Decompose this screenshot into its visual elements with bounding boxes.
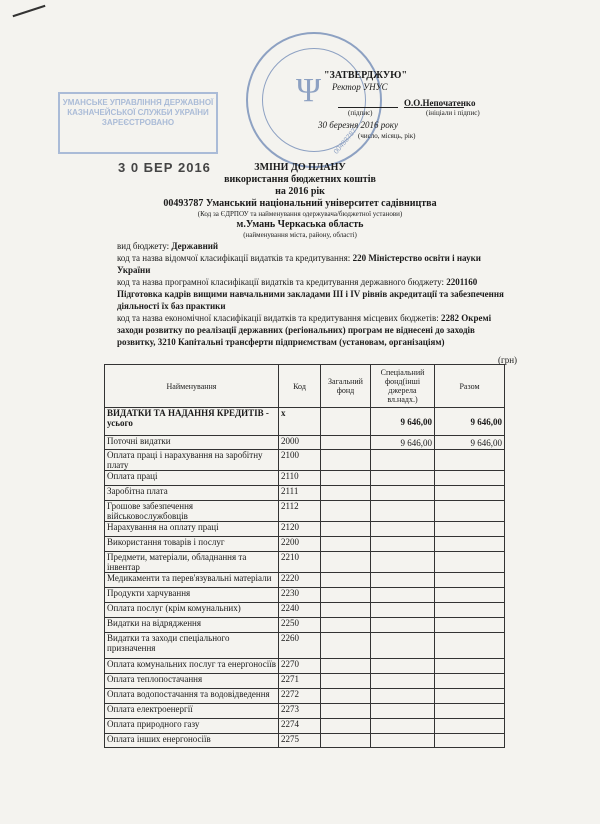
row-code: 2112 <box>279 501 321 522</box>
row-special-fund <box>371 734 435 748</box>
dept-classification: код та назва відомчої класифікації видатків та кредитування: 220 Міністерство освіти і науки <box>117 253 481 263</box>
row-total <box>435 486 505 501</box>
row-code: 2230 <box>279 588 321 603</box>
doc-title: ЗМІНИ ДО ПЛАНУ <box>254 162 346 173</box>
approval-date: 30 березня 2016 року <box>318 120 399 130</box>
doc-title-line2: використання бюджетних коштів <box>224 174 376 185</box>
row-code: 2275 <box>279 734 321 748</box>
row-special-fund <box>371 573 435 588</box>
program-classification-cont: Підготовка кадрів вищими навчальними закладами ІІІ і IV рівнів акредитації та забезпечення <box>117 289 504 299</box>
row-special-fund <box>371 552 435 573</box>
row-name: Оплата інших енергоносіїв <box>105 734 279 748</box>
row-special-fund <box>371 522 435 537</box>
budget-table <box>104 364 505 748</box>
row-special-fund <box>371 674 435 689</box>
table-row <box>105 674 505 689</box>
row-name: Заробітна плата <box>105 486 279 501</box>
row-name: Оплата послуг (крім комунальних) <box>105 603 279 618</box>
registration-date-stamp: 3 0 БЕР 2016 <box>118 160 211 175</box>
economic-classification-cont2: розвитку, 3210 Капітальні трансферти підприємствам (установам, організаціям) <box>117 337 445 347</box>
row-total <box>435 471 505 486</box>
row-special-fund <box>371 486 435 501</box>
row-general-fund <box>321 573 371 588</box>
approver-name: О.О.Непочатенко <box>404 98 476 108</box>
table-row <box>105 436 505 450</box>
row-code: 2120 <box>279 522 321 537</box>
row-total <box>435 603 505 618</box>
dept-classification-cont: України <box>117 265 151 275</box>
row-name: Нарахування на оплату праці <box>105 522 279 537</box>
row-total <box>435 659 505 674</box>
institution-caption: (Код за ЄДРПОУ та найменування одержувача/бюджетної установи) <box>197 210 403 218</box>
row-name: Оплата природного газу <box>105 719 279 734</box>
table-row <box>105 689 505 704</box>
table-row <box>105 501 505 522</box>
table-row <box>105 450 505 471</box>
table-row <box>105 618 505 633</box>
row-special-fund <box>371 471 435 486</box>
university-seal <box>246 32 382 168</box>
row-total: 9 646,00 <box>435 408 505 436</box>
row-special-fund <box>371 537 435 552</box>
row-code: 2110 <box>279 471 321 486</box>
row-general-fund <box>321 618 371 633</box>
row-code: х <box>279 408 321 436</box>
row-total <box>435 501 505 522</box>
economic-classification-cont: заходи розвитку по реалізації державних (регіональних) програм не віднесені до заходів <box>117 325 475 335</box>
row-total <box>435 552 505 573</box>
row-total <box>435 734 505 748</box>
approval-title: "ЗАТВЕРДЖУЮ" <box>324 70 407 81</box>
treasury-stamp <box>58 92 218 154</box>
row-general-fund <box>321 552 371 573</box>
signature-line <box>338 107 398 108</box>
row-code: 2210 <box>279 552 321 573</box>
row-code: 2240 <box>279 603 321 618</box>
row-general-fund <box>321 537 371 552</box>
program-classification: код та назва програмної класифікації видатків та кредитування державного бюджету: 2201160 <box>117 277 478 287</box>
table-row <box>105 537 505 552</box>
row-name: Видатки та заходи спеціального призначення <box>105 633 279 659</box>
row-total: 9 646,00 <box>435 436 505 450</box>
row-special-fund: 9 646,00 <box>371 408 435 436</box>
row-name: Поточні видатки <box>105 436 279 450</box>
col-general-fund: Загальний фонд <box>321 365 371 408</box>
row-total <box>435 704 505 719</box>
scan-mark <box>13 5 46 17</box>
table-row <box>105 633 505 659</box>
row-code: 2220 <box>279 573 321 588</box>
table-header-row <box>105 365 505 408</box>
row-code: 2260 <box>279 633 321 659</box>
row-general-fund <box>321 408 371 436</box>
program-classification-cont2: діяльності їх баз практики <box>117 301 226 311</box>
table-row <box>105 573 505 588</box>
row-special-fund <box>371 689 435 704</box>
row-special-fund <box>371 704 435 719</box>
row-special-fund <box>371 588 435 603</box>
col-total: Разом <box>435 365 505 408</box>
row-code: 2111 <box>279 486 321 501</box>
trident-icon: Ψ <box>296 72 322 109</box>
row-general-fund <box>321 436 371 450</box>
row-special-fund <box>371 501 435 522</box>
col-code: Код <box>279 365 321 408</box>
row-total <box>435 674 505 689</box>
row-name: Предмети, матеріали, обладнання та інвентар <box>105 552 279 573</box>
row-special-fund <box>371 450 435 471</box>
row-general-fund <box>321 719 371 734</box>
row-code: 2250 <box>279 618 321 633</box>
initials-caption: (ініціали і підпис) <box>426 109 480 117</box>
currency-unit: (грн) <box>498 355 518 365</box>
row-general-fund <box>321 603 371 618</box>
row-name: Оплата праці і нарахування на заробітну плату <box>105 450 279 471</box>
row-code: 2272 <box>279 689 321 704</box>
row-general-fund <box>321 522 371 537</box>
row-special-fund <box>371 603 435 618</box>
row-special-fund <box>371 659 435 674</box>
row-general-fund <box>321 674 371 689</box>
table-row <box>105 734 505 748</box>
row-name: Грошове забезпечення військовослужбовців <box>105 501 279 522</box>
row-special-fund <box>371 633 435 659</box>
table-row <box>105 522 505 537</box>
row-general-fund <box>321 486 371 501</box>
row-name: Оплата теплопостачання <box>105 674 279 689</box>
doc-year: на 2016 рік <box>275 186 325 197</box>
treasury-stamp-text: УМАНСЬКЕ УПРАВЛІННЯ ДЕРЖАВНОЇ КАЗНАЧЕЙСЬКОЇ СЛУЖБИ УКРАЇНИ ЗАРЕЄСТРОВАНО <box>62 98 214 127</box>
location-caption: (найменування міста, району, області) <box>243 231 357 239</box>
row-total <box>435 522 505 537</box>
row-name: Оплата праці <box>105 471 279 486</box>
row-general-fund <box>321 689 371 704</box>
row-code: 2200 <box>279 537 321 552</box>
row-general-fund <box>321 633 371 659</box>
row-general-fund <box>321 704 371 719</box>
table-row <box>105 408 505 436</box>
row-code: 2274 <box>279 719 321 734</box>
row-general-fund <box>321 471 371 486</box>
row-code: 2271 <box>279 674 321 689</box>
row-name: Оплата водопостачання та водовідведення <box>105 689 279 704</box>
signature-caption: (підпис) <box>348 109 373 117</box>
row-code: 2270 <box>279 659 321 674</box>
row-name: ВИДАТКИ ТА НАДАННЯ КРЕДИТІВ - усього <box>105 408 279 436</box>
date-caption: (число, місяць, рік) <box>358 132 416 140</box>
row-total <box>435 537 505 552</box>
row-name: Видатки на відрядження <box>105 618 279 633</box>
row-general-fund <box>321 501 371 522</box>
row-total <box>435 618 505 633</box>
row-name: Продукти харчування <box>105 588 279 603</box>
row-general-fund <box>321 734 371 748</box>
budget-type: вид бюджету: Державний <box>117 241 219 251</box>
col-name: Найменування <box>105 365 279 408</box>
row-name: Оплата комунальних послуг та енергоносіїв <box>105 659 279 674</box>
row-code: 2273 <box>279 704 321 719</box>
row-general-fund <box>321 450 371 471</box>
row-total <box>435 573 505 588</box>
row-special-fund <box>371 719 435 734</box>
row-total <box>435 689 505 704</box>
row-code: 2100 <box>279 450 321 471</box>
row-name: Оплата електроенергії <box>105 704 279 719</box>
table-row <box>105 659 505 674</box>
row-total <box>435 450 505 471</box>
row-code: 2000 <box>279 436 321 450</box>
table-row <box>105 486 505 501</box>
row-name: Використання товарів і послуг <box>105 537 279 552</box>
approval-role: Ректор УНУС <box>332 82 388 92</box>
location: м.Умань Черкаська область <box>236 219 364 230</box>
row-total <box>435 588 505 603</box>
row-general-fund <box>321 588 371 603</box>
institution-name: 00493787 Уманський національний університет садівництва <box>163 198 437 209</box>
row-total <box>435 633 505 659</box>
table-row <box>105 704 505 719</box>
row-name: Медикаменти та перев'язувальні матеріали <box>105 573 279 588</box>
table-row <box>105 588 505 603</box>
table-row <box>105 719 505 734</box>
row-special-fund <box>371 618 435 633</box>
table-row <box>105 552 505 573</box>
row-special-fund: 9 646,00 <box>371 436 435 450</box>
col-special-fund: Спеціальний фонд(інші джерела вл.надх.) <box>371 365 435 408</box>
seal-code: 00493787 <box>332 127 359 156</box>
table-row <box>105 471 505 486</box>
row-general-fund <box>321 659 371 674</box>
row-total <box>435 719 505 734</box>
economic-classification: код та назва економічної класифікації видатків та кредитування місцевих бюджетів: 2282 Окремі <box>117 313 492 323</box>
table-row <box>105 603 505 618</box>
